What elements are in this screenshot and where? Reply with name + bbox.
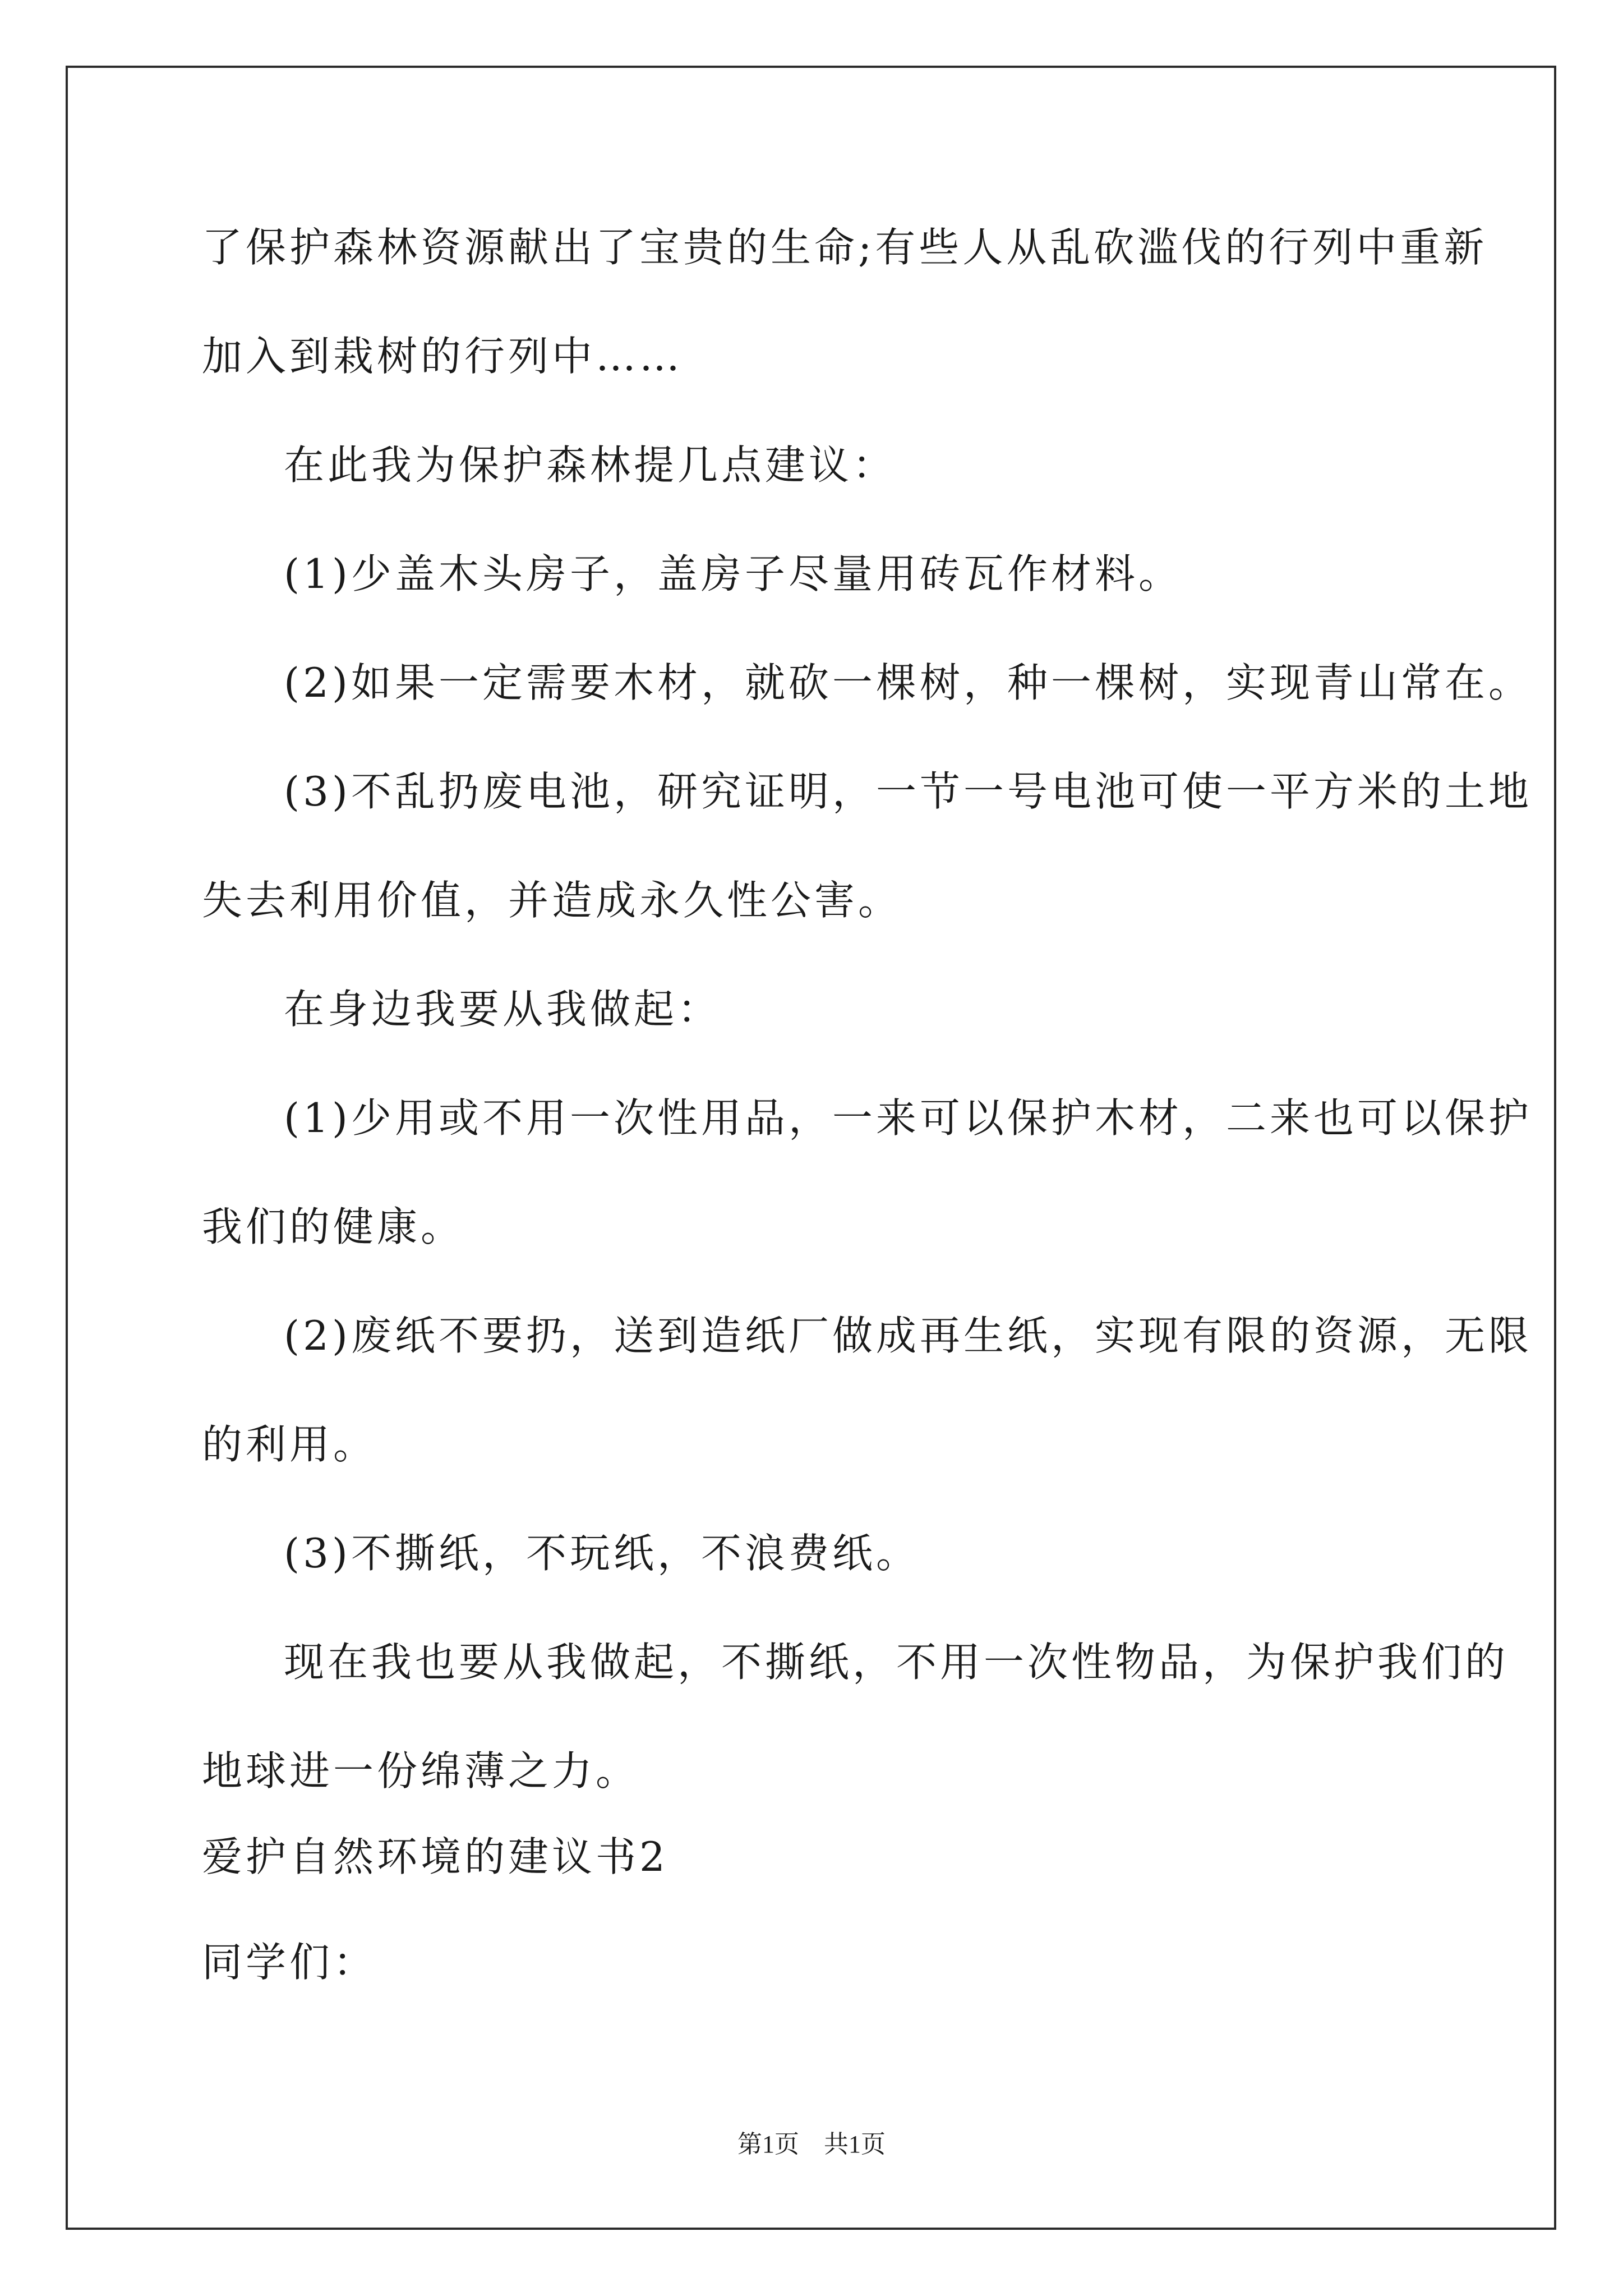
list-item: (3)不乱扔废电池，研究证明，一节一号电池可使一平方米的土地: [284, 768, 1532, 815]
list-item: (1)少盖木头房子，盖房子尽量用砖瓦作材料。: [284, 550, 1182, 597]
list-item: (1)少用或不用一次性用品，一来可以保护木材，二来也可以保护: [284, 1094, 1532, 1142]
paragraph-line: 在此我为保护森林提几点建议：: [284, 441, 897, 489]
salutation: 同学们：: [202, 1939, 377, 1986]
paragraph-line: 现在我也要从我做起，不撕纸，不用一次性物品，为保护我们的: [284, 1639, 1509, 1686]
text-line: 加入到栽树的行列中……: [202, 333, 684, 380]
paragraph-line: 在身边我要从我做起：: [284, 986, 722, 1033]
list-item: (2)废纸不要扔，送到造纸厂做成再生纸，实现有限的资源，无限: [284, 1312, 1532, 1359]
text-line: 的利用。: [202, 1421, 377, 1468]
page-border: [66, 66, 1556, 2230]
text-line: 失去利用价值，并造成永久性公害。: [202, 877, 902, 924]
list-item: (3)不撕纸，不玩纸，不浪费纸。: [284, 1530, 920, 1577]
page-footer: 第1页 共1页: [737, 2131, 886, 2158]
text-line: 了保护森林资源献出了宝贵的生命;有些人从乱砍滥伐的行列中重新: [202, 224, 1488, 271]
section-title: 爱护自然环境的建议书2: [202, 1833, 668, 1880]
text-line: 地球进一份绵薄之力。: [202, 1747, 640, 1795]
list-item: (2)如果一定需要木材，就砍一棵树，种一棵树，实现青山常在。: [284, 659, 1532, 706]
text-line: 我们的健康。: [202, 1203, 465, 1250]
